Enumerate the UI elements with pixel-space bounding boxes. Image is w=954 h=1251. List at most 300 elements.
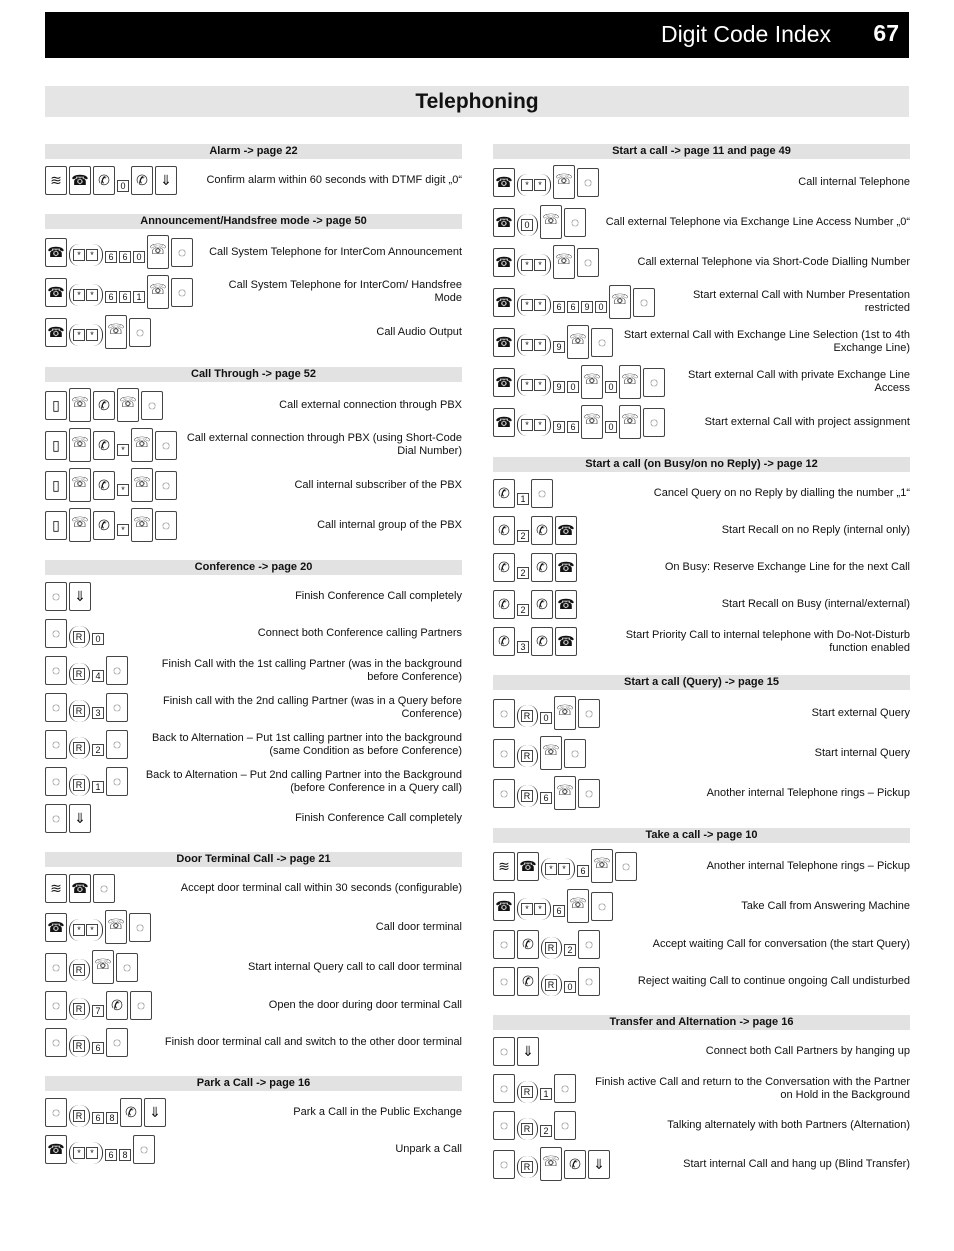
- icon-sequence: [493, 889, 613, 923]
- row-description: Connect both Conference calling Partners: [257, 627, 462, 639]
- offhook-phone-icon: ☎: [69, 874, 91, 903]
- code-section: [493, 144, 910, 439]
- code-row: [45, 910, 462, 944]
- digit-key-icon: 6: [567, 421, 579, 433]
- row-description: Call internal group of the PBX: [317, 518, 462, 531]
- code-row: [493, 552, 910, 583]
- right-column: [493, 144, 910, 1199]
- digit-key-icon: 1: [133, 291, 145, 303]
- key-group-icon: [517, 745, 538, 767]
- section-heading: Start a call -> page 11 and page 49: [493, 144, 910, 159]
- icon-sequence: [493, 205, 586, 239]
- code-row: [493, 589, 910, 620]
- digit-key-icon: *: [534, 299, 546, 311]
- digit-key-icon: *: [534, 903, 546, 915]
- row-description: Finish Conference Call completely: [295, 812, 462, 824]
- ringing-handset-icon: ✆: [564, 1150, 586, 1179]
- system-telephone-icon: ☏: [554, 776, 576, 810]
- code-row: [45, 803, 462, 834]
- hangup-icon: ⇓: [517, 1037, 539, 1066]
- digit-key-icon: 0: [595, 301, 607, 313]
- code-section: [45, 144, 462, 196]
- icon-sequence: [493, 776, 600, 810]
- row-description: Start external Query: [811, 706, 910, 719]
- code-row: [45, 990, 462, 1021]
- ringing-handset-icon: ✆: [517, 967, 539, 996]
- icon-sequence: [45, 767, 128, 796]
- icon-sequence: [493, 405, 665, 439]
- system-telephone-icon: ☏: [147, 275, 169, 309]
- digit-key-icon: R: [73, 1003, 85, 1015]
- row-description: Finish active Call and return to the Conversation with the Partner on Hold in the Background: [595, 1075, 910, 1101]
- digit-key-icon: *: [534, 379, 546, 391]
- offhook-phone-icon: ☎: [69, 166, 91, 195]
- handset-speech-icon: ◌: [155, 511, 177, 540]
- system-telephone-icon: ☏: [69, 508, 91, 542]
- digit-key-icon: *: [86, 289, 98, 301]
- key-group-icon: [517, 294, 551, 316]
- digit-key-icon: *: [521, 339, 533, 351]
- system-telephone-icon: ☏: [567, 325, 589, 359]
- ringing-handset-icon: ✆: [531, 590, 553, 619]
- row-description: Start external Call with project assignment: [704, 415, 910, 428]
- icon-sequence: [493, 736, 586, 770]
- icon-sequence: [45, 275, 193, 309]
- code-row: [45, 766, 462, 797]
- digit-key-icon: *: [73, 1147, 85, 1159]
- handset-speech-icon: ◌: [45, 1028, 67, 1057]
- offhook-phone-icon: ☎: [517, 852, 539, 881]
- handset-speech-icon: ◌: [577, 248, 599, 277]
- digit-key-icon: 6: [105, 1149, 117, 1161]
- digit-key-icon: 2: [564, 944, 576, 956]
- section-heading: Call Through -> page 52: [45, 367, 462, 382]
- digit-key-icon: R: [521, 750, 533, 762]
- offhook-phone-icon: ☎: [493, 208, 515, 237]
- code-row: [493, 1110, 910, 1141]
- icon-sequence: [493, 325, 613, 359]
- digit-key-icon: 2: [92, 744, 104, 756]
- digit-key-icon: 7: [92, 1005, 104, 1017]
- code-row: [45, 165, 462, 196]
- system-telephone-icon: ☏: [581, 405, 603, 439]
- hangup-icon: ⇓: [144, 1098, 166, 1127]
- handset-speech-icon: ◌: [45, 619, 67, 648]
- system-telephone-icon: ☏: [69, 388, 91, 422]
- handset-speech-icon: ◌: [493, 930, 515, 959]
- row-description: Call external Telephone via Exchange Line Access Number „0“: [605, 215, 910, 228]
- key-group-icon: [69, 1035, 90, 1057]
- code-row: [493, 245, 910, 279]
- digit-key-icon: *: [117, 444, 129, 456]
- code-row: [45, 950, 462, 984]
- handset-speech-icon: ◌: [45, 953, 67, 982]
- digit-key-icon: 3: [517, 641, 529, 653]
- system-telephone-icon: ☏: [105, 910, 127, 944]
- code-section: [493, 457, 910, 657]
- ringing-handset-icon: ✆: [531, 627, 553, 656]
- digit-key-icon: 6: [105, 251, 117, 263]
- code-row: [493, 1036, 910, 1067]
- digit-key-icon: 9: [581, 301, 593, 313]
- digit-key-icon: 8: [119, 1149, 131, 1161]
- row-description: Call System Telephone for InterCom/ Handsfree Mode: [228, 279, 462, 304]
- hangup-icon: ⇓: [69, 804, 91, 833]
- handset-speech-icon: ◌: [171, 278, 193, 307]
- digit-key-icon: 6: [92, 1042, 104, 1054]
- handset-speech-icon: ◌: [106, 693, 128, 722]
- code-row: [493, 849, 910, 883]
- icon-sequence: [493, 1074, 576, 1103]
- digit-key-icon: 2: [540, 1125, 552, 1137]
- system-telephone-icon: ☏: [105, 315, 127, 349]
- code-row: [493, 478, 910, 509]
- row-description: Call internal subscriber of the PBX: [294, 478, 462, 491]
- code-row: [493, 165, 910, 199]
- digit-key-icon: R: [73, 1040, 85, 1052]
- digit-key-icon: R: [73, 631, 85, 643]
- key-group-icon: [69, 1142, 103, 1164]
- handset-speech-icon: ◌: [130, 991, 152, 1020]
- handset-speech-icon: ◌: [45, 582, 67, 611]
- handset-speech-icon: ◌: [45, 730, 67, 759]
- handset-speech-icon: ◌: [578, 779, 600, 808]
- row-description: On Busy: Reserve Exchange Line for the next Call: [664, 561, 910, 573]
- icon-sequence: [493, 696, 600, 730]
- row-description: Call external connection through PBX (using Short-Code Dial Number): [186, 432, 462, 457]
- section-heading: Park a Call -> page 16: [45, 1076, 462, 1091]
- code-row: [45, 692, 462, 723]
- section-heading: Alarm -> page 22: [45, 144, 462, 159]
- offhook-phone-icon: ☎: [555, 516, 577, 545]
- row-description: Call external connection through PBX: [279, 398, 462, 411]
- icon-sequence: [45, 315, 151, 349]
- icon-sequence: [45, 388, 163, 422]
- system-telephone-icon: ☏: [69, 468, 91, 502]
- section-heading: Start a call (on Busy/on no Reply) -> page 12: [493, 457, 910, 472]
- digit-key-icon: 0: [117, 180, 129, 192]
- digit-key-icon: 6: [553, 905, 565, 917]
- ringing-handset-icon: ✆: [493, 479, 515, 508]
- page-number: 67: [873, 20, 899, 46]
- code-row: [493, 285, 910, 319]
- code-section: [45, 1076, 462, 1165]
- handset-speech-icon: ◌: [591, 892, 613, 921]
- icon-sequence: [45, 428, 177, 462]
- icon-sequence: [45, 1028, 128, 1057]
- digit-key-icon: 2: [517, 567, 529, 579]
- digit-key-icon: R: [73, 1110, 85, 1122]
- row-description: Finish Conference Call completely: [295, 590, 462, 602]
- alarm-phone-icon: ≋: [45, 166, 67, 195]
- digit-key-icon: R: [73, 742, 85, 754]
- digit-key-icon: 6: [567, 301, 579, 313]
- code-row: [45, 655, 462, 686]
- digit-key-icon: *: [73, 924, 85, 936]
- digit-key-icon: 8: [106, 1112, 118, 1124]
- row-description: Start Priority Call to internal telephone with Do-Not-Disturb function enabled: [625, 628, 910, 654]
- handset-speech-icon: ◌: [493, 1150, 515, 1179]
- row-description: Unpark a Call: [395, 1143, 462, 1155]
- system-telephone-icon: ☏: [540, 1147, 562, 1181]
- key-group-icon: [69, 737, 90, 759]
- digit-key-icon: 1: [540, 1088, 552, 1100]
- icon-sequence: [493, 1147, 610, 1181]
- handset-speech-icon: ◌: [106, 1028, 128, 1057]
- ringing-handset-icon: ✆: [106, 991, 128, 1020]
- handset-speech-icon: ◌: [141, 391, 163, 420]
- key-group-icon: [69, 998, 90, 1020]
- digit-key-icon: *: [545, 863, 557, 875]
- code-row: [493, 1147, 910, 1181]
- offhook-phone-icon: ☎: [493, 328, 515, 357]
- digit-key-icon: 0: [564, 981, 576, 993]
- digit-key-icon: R: [73, 705, 85, 717]
- handset-speech-icon: ◌: [633, 288, 655, 317]
- alarm-phone-icon: ≋: [45, 874, 67, 903]
- offhook-phone-icon: ☎: [45, 1135, 67, 1164]
- digit-key-icon: *: [117, 484, 129, 496]
- row-description: Start internal Query call to call door terminal: [248, 960, 462, 973]
- row-description: Call external Telephone via Short-Code Dialling Number: [637, 255, 910, 268]
- key-group-icon: [69, 324, 103, 346]
- digit-key-icon: *: [534, 419, 546, 431]
- row-description: Take Call from Answering Machine: [741, 899, 910, 912]
- section-heading: Conference -> page 20: [45, 560, 462, 575]
- key-group-icon: [517, 254, 551, 276]
- offhook-phone-icon: ☎: [45, 238, 67, 267]
- ringing-handset-icon: ✆: [493, 553, 515, 582]
- digit-key-icon: 0: [133, 251, 145, 263]
- digit-key-icon: 2: [517, 530, 529, 542]
- system-telephone-icon: ☏: [567, 889, 589, 923]
- code-row: [45, 1027, 462, 1058]
- handset-speech-icon: ◌: [531, 479, 553, 508]
- digit-key-icon: *: [86, 924, 98, 936]
- offhook-phone-icon: ☎: [45, 278, 67, 307]
- icon-sequence: [45, 1135, 155, 1164]
- row-description: Accept waiting Call for conversation (the start Query): [652, 938, 910, 950]
- code-row: [493, 736, 910, 770]
- icon-sequence: [493, 365, 665, 399]
- digit-key-icon: 6: [105, 291, 117, 303]
- digit-key-icon: 6: [553, 301, 565, 313]
- section-heading: Transfer and Alternation -> page 16: [493, 1015, 910, 1030]
- handset-speech-icon: ◌: [45, 991, 67, 1020]
- system-telephone-icon: ☏: [619, 405, 641, 439]
- key-group-icon: [69, 663, 90, 685]
- handset-speech-icon: ◌: [45, 656, 67, 685]
- mobile-phone-icon: ▯: [45, 511, 67, 540]
- code-section: [45, 214, 462, 349]
- handset-speech-icon: ◌: [591, 328, 613, 357]
- handset-speech-icon: ◌: [106, 767, 128, 796]
- header-title: Digit Code Index: [660, 21, 831, 47]
- key-group-icon: [517, 785, 538, 807]
- digit-key-icon: R: [73, 779, 85, 791]
- mobile-phone-icon: ▯: [45, 391, 67, 420]
- ringing-handset-icon: ✆: [93, 511, 115, 540]
- digit-key-icon: *: [521, 419, 533, 431]
- digit-key-icon: R: [545, 979, 557, 991]
- ringing-handset-icon: ✆: [493, 627, 515, 656]
- system-telephone-icon: ☏: [591, 849, 613, 883]
- row-description: Finish door terminal call and switch to the other door terminal: [164, 1036, 462, 1048]
- handset-speech-icon: ◌: [155, 471, 177, 500]
- row-description: Finish Call with the 1st calling Partner (was in the background before Conference): [161, 657, 462, 683]
- digit-key-icon: 9: [553, 341, 565, 353]
- icon-sequence: [493, 165, 599, 199]
- icon-sequence: [493, 1111, 576, 1140]
- digit-key-icon: *: [534, 339, 546, 351]
- handset-speech-icon: ◌: [116, 953, 138, 982]
- section-heading: Start a call (Query) -> page 15: [493, 675, 910, 690]
- digit-key-icon: *: [73, 329, 85, 341]
- handset-speech-icon: ◌: [106, 656, 128, 685]
- icon-sequence: [45, 910, 151, 944]
- code-section: [45, 367, 462, 542]
- handset-speech-icon: ◌: [45, 1098, 67, 1127]
- handset-speech-icon: ◌: [493, 1074, 515, 1103]
- row-description: Another internal Telephone rings – Pickup: [706, 859, 910, 872]
- icon-sequence: [493, 285, 655, 319]
- digit-key-icon: *: [534, 179, 546, 191]
- code-row: [493, 966, 910, 997]
- handset-speech-icon: ◌: [564, 739, 586, 768]
- ringing-handset-icon: ✆: [531, 516, 553, 545]
- icon-sequence: [45, 508, 177, 542]
- code-row: [493, 929, 910, 960]
- section-heading: Door Terminal Call -> page 21: [45, 852, 462, 867]
- system-telephone-icon: ☏: [540, 205, 562, 239]
- code-row: [45, 315, 462, 349]
- digit-key-icon: 0: [605, 381, 617, 393]
- digit-key-icon: R: [521, 1086, 533, 1098]
- system-telephone-icon: ☏: [554, 696, 576, 730]
- ringing-handset-icon: ✆: [93, 166, 115, 195]
- system-telephone-icon: ☏: [69, 428, 91, 462]
- row-description: Start internal Call and hang up (Blind Transfer): [683, 1157, 910, 1170]
- key-group-icon: [517, 334, 551, 356]
- code-row: [493, 515, 910, 546]
- code-row: [45, 618, 462, 649]
- icon-sequence: [493, 516, 577, 545]
- ringing-handset-icon: ✆: [120, 1098, 142, 1127]
- key-group-icon: [517, 898, 551, 920]
- handset-speech-icon: ◌: [493, 1111, 515, 1140]
- offhook-phone-icon: ☎: [45, 318, 67, 347]
- handset-speech-icon: ◌: [643, 368, 665, 397]
- offhook-phone-icon: ☎: [555, 627, 577, 656]
- icon-sequence: [493, 553, 577, 582]
- digit-key-icon: *: [73, 289, 85, 301]
- code-row: [45, 388, 462, 422]
- code-row: [45, 468, 462, 502]
- handset-speech-icon: ◌: [578, 930, 600, 959]
- digit-key-icon: 1: [92, 781, 104, 793]
- handset-speech-icon: ◌: [577, 168, 599, 197]
- offhook-phone-icon: ☎: [493, 408, 515, 437]
- icon-sequence: [45, 1098, 166, 1127]
- icon-sequence: [493, 479, 553, 508]
- code-row: [45, 235, 462, 269]
- icon-sequence: [493, 245, 599, 279]
- digit-key-icon: *: [521, 259, 533, 271]
- handset-speech-icon: ◌: [493, 1037, 515, 1066]
- handset-speech-icon: ◌: [564, 208, 586, 237]
- system-telephone-icon: ☏: [609, 285, 631, 319]
- digit-key-icon: *: [117, 524, 129, 536]
- row-description: Another internal Telephone rings – Pickup: [706, 786, 910, 799]
- handset-speech-icon: ◌: [45, 767, 67, 796]
- ringing-handset-icon: ✆: [131, 166, 153, 195]
- ringing-handset-icon: ✆: [493, 590, 515, 619]
- icon-sequence: [45, 991, 152, 1020]
- code-section: [493, 828, 910, 997]
- digit-key-icon: 3: [92, 707, 104, 719]
- ringing-handset-icon: ✆: [517, 930, 539, 959]
- key-group-icon: [517, 374, 551, 396]
- key-group-icon: [517, 1156, 538, 1178]
- row-description: Call door terminal: [375, 920, 462, 933]
- row-description: Accept door terminal call within 30 seconds (configurable): [180, 882, 462, 894]
- digit-key-icon: R: [73, 964, 85, 976]
- digit-key-icon: R: [545, 942, 557, 954]
- row-description: Start external Call with Number Presentation restricted: [692, 289, 910, 314]
- offhook-phone-icon: ☎: [493, 892, 515, 921]
- digit-key-icon: 9: [553, 421, 565, 433]
- ringing-handset-icon: ✆: [531, 553, 553, 582]
- code-row: [45, 275, 462, 309]
- icon-sequence: [45, 804, 91, 833]
- handset-speech-icon: ◌: [493, 779, 515, 808]
- hangup-icon: ⇓: [155, 166, 177, 195]
- digit-key-icon: *: [86, 249, 98, 261]
- digit-key-icon: R: [521, 1161, 533, 1173]
- code-row: [493, 325, 910, 359]
- row-description: Call internal Telephone: [798, 175, 910, 188]
- row-description: Open the door during door terminal Call: [268, 999, 462, 1011]
- row-description: Start internal Query: [814, 746, 910, 759]
- row-description: Cancel Query on no Reply by dialling the number „1“: [653, 487, 910, 499]
- code-row: [493, 626, 910, 657]
- icon-sequence: [45, 619, 104, 648]
- handset-speech-icon: ◌: [45, 804, 67, 833]
- system-telephone-icon: ☏: [147, 235, 169, 269]
- icon-sequence: [493, 1037, 539, 1066]
- key-group-icon: [69, 959, 90, 981]
- handset-speech-icon: ◌: [643, 408, 665, 437]
- icon-sequence: [493, 590, 577, 619]
- code-row: [493, 776, 910, 810]
- code-row: [493, 1073, 910, 1104]
- row-description: Connect both Call Partners by hanging up: [705, 1045, 910, 1057]
- digit-key-icon: R: [521, 1123, 533, 1135]
- code-section: [493, 1015, 910, 1181]
- digit-key-icon: R: [73, 668, 85, 680]
- digit-key-icon: 2: [517, 604, 529, 616]
- system-telephone-icon: ☏: [619, 365, 641, 399]
- key-group-icon: [69, 774, 90, 796]
- key-group-icon: [541, 974, 562, 996]
- handset-speech-icon: ◌: [578, 967, 600, 996]
- handset-speech-icon: ◌: [578, 699, 600, 728]
- row-description: Call System Telephone for InterCom Announcement: [209, 245, 462, 258]
- system-telephone-icon: ☏: [553, 165, 575, 199]
- icon-sequence: [45, 950, 138, 984]
- handset-speech-icon: ◌: [554, 1074, 576, 1103]
- handset-speech-icon: ◌: [615, 852, 637, 881]
